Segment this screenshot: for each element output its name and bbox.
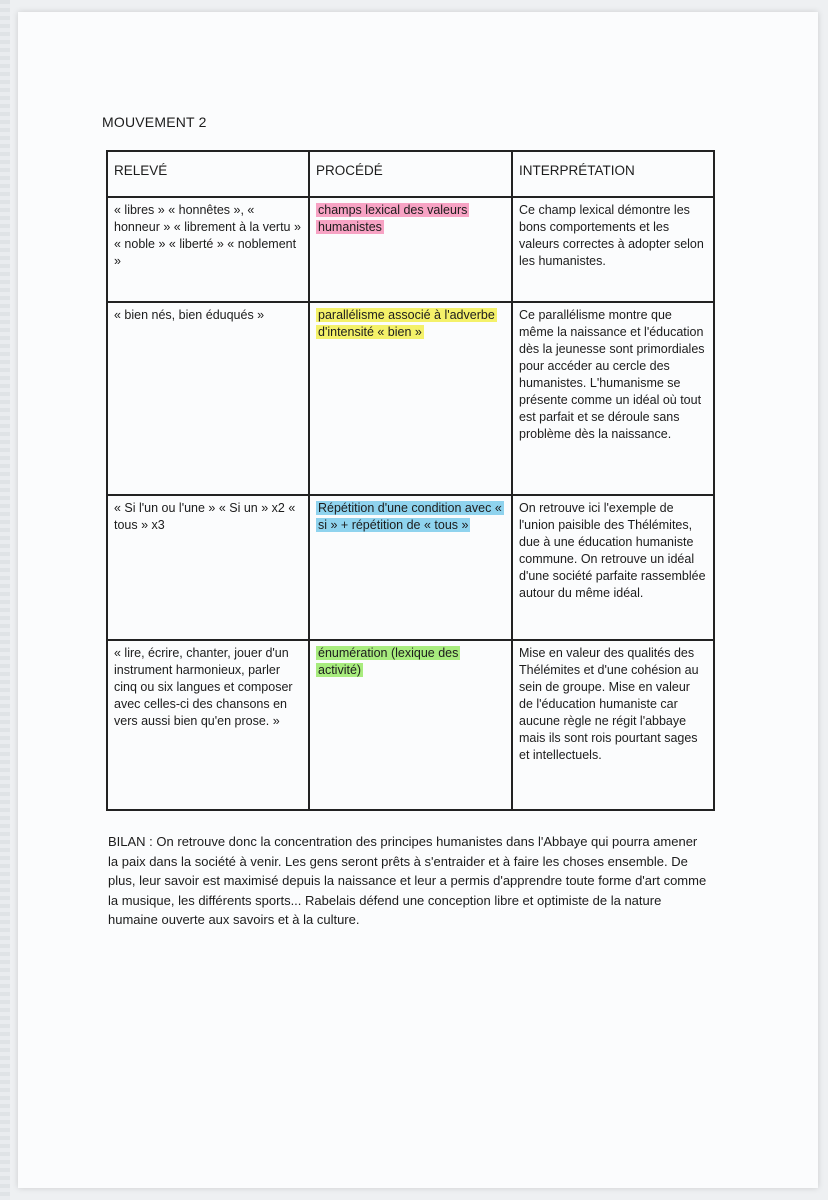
interpretation-cell: On retrouve ici l'exemple de l'union paisible des Thélémites, due à une éducation humaniste commune. On retrouve un idéal d'une société parfaite rassemblée autour du même idéal. bbox=[512, 495, 714, 640]
document-title: MOUVEMENT 2 bbox=[102, 114, 207, 130]
column-header-interpretation: INTERPRÉTATION bbox=[512, 151, 714, 197]
table-row bbox=[107, 495, 714, 640]
procede-cell bbox=[309, 495, 512, 640]
plastic-sleeve-edge bbox=[0, 0, 10, 1200]
releve-cell: « bien nés, bien éduqués » bbox=[107, 302, 309, 495]
procede-cell bbox=[309, 302, 512, 495]
analysis-table bbox=[106, 150, 715, 811]
interpretation-cell: Ce parallélisme montre que même la naissance et l'éducation dès la jeunesse sont primordiales pour accéder au cercle des humanistes. L'humanisme se présente comme un idéal où tout est parfait et se déroule sans problème dès la naissance. bbox=[512, 302, 714, 495]
releve-cell: « lire, écrire, chanter, jouer d'un instrument harmonieux, parler cinq ou six langues et composer avec celles-ci des chansons en vers aussi bien qu'en prose. » bbox=[107, 640, 309, 810]
releve-cell: « libres » « honnêtes », « honneur » « librement à la vertu » « noble » « liberté » « noblement » bbox=[107, 197, 309, 302]
column-header-procede: PROCÉDÉ bbox=[309, 151, 512, 197]
highlighted-text: parallélisme associé à l'adverbe d'intensité « bien » bbox=[318, 308, 495, 339]
procede-cell bbox=[309, 640, 512, 810]
interpretation-cell: Ce champ lexical démontre les bons comportements et les valeurs correctes à adopter selon les humanistes. bbox=[512, 197, 714, 302]
table-row bbox=[107, 640, 714, 810]
table-header-row bbox=[107, 151, 714, 197]
table-row bbox=[107, 302, 714, 495]
highlighted-text: champs lexical des valeurs humanistes bbox=[318, 203, 468, 234]
column-header-releve: RELEVÉ bbox=[107, 151, 309, 197]
bilan-paragraph: BILAN : On retrouve donc la concentration des principes humanistes dans l'Abbaye qui pourra amener la paix dans la société à venir. Les gens seront prêts à s'entraider et à faire les choses ensemble. De plus, leur savoir est maximisé depuis la naissance et leur a permis d'apprendre toute forme d'art comme la musique, les différents sports... Rabelais défend une conception libre et optimiste de la nature humaine ouverte aux savoirs et à la culture. bbox=[108, 834, 707, 927]
interpretation-cell: Mise en valeur des qualités des Thélémites et d'une cohésion au sein de groupe. Mise en valeur de l'éducation humaniste car aucune règle ne régit l'abbaye mais ils sont rois pourtant sages et intellectuels. bbox=[512, 640, 714, 810]
highlighted-text: Répétition d'une condition avec « si » + répétition de « tous » bbox=[318, 501, 502, 532]
releve-cell: « Si l'un ou l'une » « Si un » x2 « tous » x3 bbox=[107, 495, 309, 640]
procede-cell bbox=[309, 197, 512, 302]
table-row bbox=[107, 197, 714, 302]
highlighted-text: énumération (lexique des activité) bbox=[318, 646, 459, 677]
